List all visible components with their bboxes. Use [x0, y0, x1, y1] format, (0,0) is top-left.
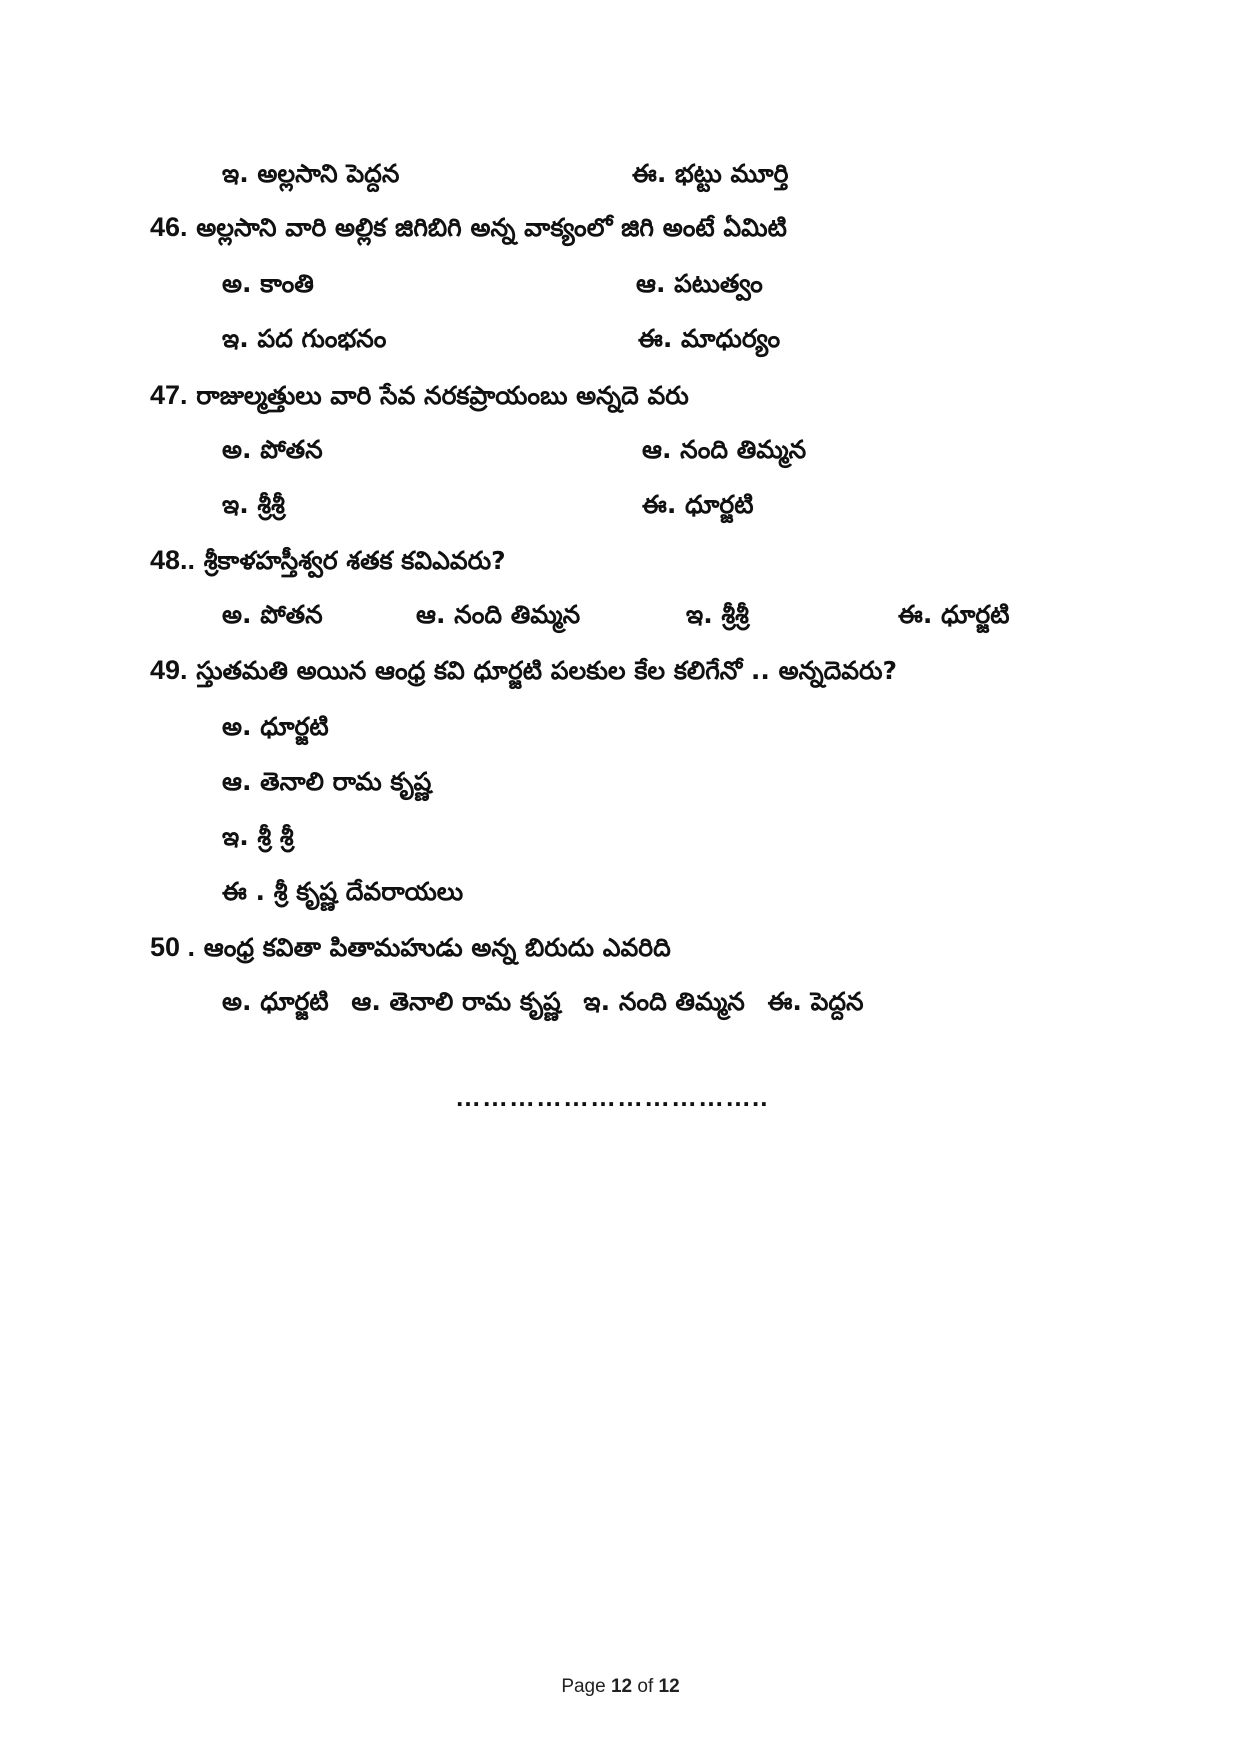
q46-option-a: అ. కాంతి	[222, 269, 314, 298]
q46-option-d: ఈ. మాధుర్యం	[638, 324, 781, 353]
question-number: 50 .	[150, 932, 196, 962]
question-number: 49.	[150, 655, 188, 685]
q49-option-b: ఆ. తెనాలి రామ కృష్ణ	[222, 767, 432, 796]
q47-option-a: అ. పోతన	[222, 435, 323, 464]
footer-total-pages: 12	[658, 1676, 680, 1697]
q49-option-c: ఇ. శ్రీ శ్రీ	[222, 822, 294, 851]
q47-option-d: ఈ. ధూర్జటి	[642, 490, 754, 519]
footer-current-page: 12	[610, 1676, 633, 1697]
q49-option-d: ఈ . శ్రీ కృష్ణ దేవరాయలు	[222, 877, 464, 906]
end-separator: ……………………………..	[455, 1082, 769, 1112]
question-47	[150, 378, 689, 413]
footer-of: of	[637, 1676, 654, 1697]
q47-option-b: ఆ. నంది తిమ్మన	[642, 435, 807, 464]
q50-option-d: ఈ. పెద్దన	[767, 987, 864, 1016]
question-text: శ్రీకాళహస్తీశ్వర శతక కవిఎవరు?	[203, 546, 506, 575]
q50-option-b: ఆ. తెనాలి రామ కృష్ణ	[351, 987, 561, 1016]
q48-option-a: అ. పోతన	[222, 600, 323, 629]
page-footer	[0, 1676, 1241, 1698]
q47-option-c: ఇ. శ్రీశ్రీ	[222, 490, 285, 519]
q50-option-a: అ. ధూర్జటి	[222, 987, 329, 1016]
q48-option-c: ఇ. శ్రీశ్రీ	[686, 600, 749, 629]
q48-option-d: ఈ. ధూర్జటి	[898, 600, 1010, 629]
option-i: ఇ. అల్లసాని పెద్దన	[222, 159, 400, 188]
q50-option-c: ఇ. నంది తిమ్మన	[583, 987, 745, 1016]
question-number: 48..	[150, 545, 196, 575]
question-48	[150, 543, 506, 578]
question-49	[150, 653, 897, 688]
question-50	[150, 930, 671, 965]
option-ii: ఈ. భట్టు మూర్తి	[632, 159, 789, 188]
q50-options	[222, 985, 864, 1019]
q48-option-b: ఆ. నంది తిమ్మన	[416, 600, 581, 629]
q46-option-b: ఆ. పటుత్వం	[636, 269, 763, 298]
question-46	[150, 210, 787, 245]
question-text: అల్లసాని వారి అల్లిక జిగిబిగి అన్న వాక్యంలో జిగి అంటే ఏమిటి	[196, 213, 787, 242]
q46-option-c: ఇ. పద గుంభనం	[222, 324, 387, 353]
q49-option-a: అ. ధూర్జటి	[222, 712, 329, 741]
question-number: 47.	[150, 380, 188, 410]
question-text: ఆంధ్ర కవితా పితామహుడు అన్న బిరుదు ఎవరిది	[203, 933, 671, 962]
question-text: రాజుల్మత్తులు వారి సేవ నరకప్రాయంబు అన్నదె వరు	[196, 381, 689, 410]
question-text: స్తుతమతి అయిన ఆంధ్ర కవి ధూర్జటి పలకుల కేల కలిగేనో .. అన్నదెవరు?	[196, 656, 897, 685]
footer-prefix: Page	[561, 1676, 606, 1697]
question-number: 46.	[150, 212, 188, 242]
